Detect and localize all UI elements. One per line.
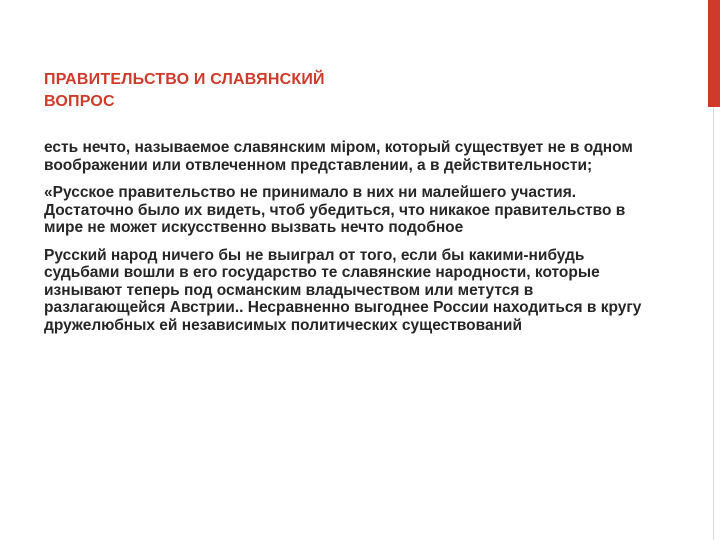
paragraph-russian-people: Русский народ ничего бы не выиграл от того, если бы какими-нибудь судьбами вошли в его государство те славянские народности, которые изнывают теперь под османским владычеством или метутся в разлагающейся Австрии.. Несравненно выгоднее России находиться в кругу дружелюбных ей независимых политических существований — [44, 246, 642, 334]
slide-body — [44, 139, 644, 344]
title-line-2: ВОПРОС — [44, 93, 115, 110]
paragraph-slavic-world: есть нечто, называемое славянским міром, который существует не в одном воображении или отвлеченном представлении, а в действительности; — [44, 139, 633, 174]
divider-line — [713, 107, 714, 540]
slide-title — [44, 69, 604, 113]
title-line-1: ПРАВИТЕЛЬСТВО И СЛАВЯНСКИЙ — [44, 71, 325, 88]
accent-bar — [708, 0, 720, 107]
paragraph-government-role: «Русское правительство не принимало в них ни малейшего участия. Достаточно было их видеть, чтоб убедиться, что никакое правительство в мире не может искусственно вызвать нечто подобное — [44, 184, 626, 236]
